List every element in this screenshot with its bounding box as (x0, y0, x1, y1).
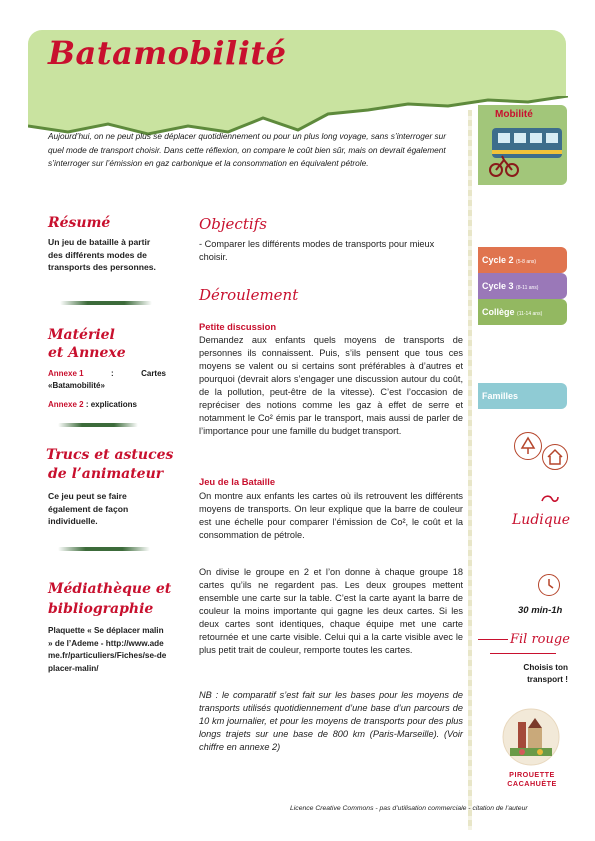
objectifs-heading: Objectifs (199, 215, 267, 233)
materiel-heading-line2: et Annexe (48, 345, 126, 361)
resume-heading: Résumé (48, 215, 111, 231)
fil-rouge-line (478, 639, 508, 640)
mobilite-label: Mobilité (495, 109, 533, 120)
media-heading-line1: Médiathèque et (48, 581, 172, 597)
brush-divider (58, 423, 138, 427)
column-divider (468, 110, 472, 830)
pirouette-cacahuete-logo (500, 708, 562, 766)
trucs-heading-line1: Trucs et astuces (46, 447, 174, 463)
deroulement-heading: Déroulement (199, 286, 299, 304)
jeu-bataille-heading: Jeu de la Bataille (199, 476, 276, 487)
dice-icon (540, 493, 560, 507)
tag-college-label: Collège (482, 307, 515, 317)
media-text: Plaquette « Se déplacer malin » de l’Ademe - http://www.ademe.fr/particuliers/Fiches/se-deplacer-malin/ (48, 626, 167, 673)
train-icon (482, 124, 564, 180)
nb-text: NB : le comparatif s’est fait sur les bases pour les moyens de transports utilisés quotidiennement d’une base d’un parcours de 10 km journalier, et pour les moyens de transports pour des plus longs trajets sur une base de 800 km (Paris-Marseille). (Voir chiffre en annexe 2) (199, 690, 463, 752)
jeu-bataille-text-2: On divise le groupe en 2 et l’on donne à chaque groupe 18 cartes qu’ils ne regardent pas. Les deux groupes mettent ensemble une carte sur la table. C’est la carte ayant la barre de couleur la moins importante qui gagne les deux cartes. Si les deux cartes sont identiques, chaque équipe met une carte retournée et une carte visible. Celui qui a la carte visible avec le plus petit trait de couleur, remporte toutes les cartes. (199, 567, 463, 655)
annexe2-text: : explications (85, 400, 137, 409)
tag-cycle2-age: (5-8 ans) (516, 259, 537, 265)
brush-divider (58, 547, 150, 551)
duration-label: 30 min-1h (518, 605, 563, 616)
tag-cycle3-age: (8-11 ans) (516, 285, 539, 291)
page-title: Batamobilité (48, 34, 287, 72)
tag-cycle3-label: Cycle 3 (482, 281, 514, 291)
jeu-bataille-text-1: On montre aux enfants les cartes où ils retrouvent les différents moyens de transports. On leur explique que la barre de couleur est une échelle pour comparer l’émission de Co², le coût et la consommation de pétrole. (199, 491, 463, 540)
intro-text: Aujourd’hui, on ne peut plus se déplacer quotidiennement ou pour un plus long voyage, sans s’interroger sur quel mode de transport choisir. Dans cette réflexion, on compare le coût bien sûr, mais on devrait également s’interroger sur l’émission en gaz carbonique et la consommation en équivalent pétrole. (48, 131, 447, 168)
license-text: Licence Creative Commons - pas d’utilisation commerciale - citation de l’auteur (290, 805, 528, 812)
annexe2-label: Annexe 2 (48, 400, 84, 409)
ludique-label: Ludique (512, 512, 571, 528)
annexe2-block (48, 400, 137, 409)
tag-familles: Familles (478, 383, 567, 409)
outdoor-tree-icon (514, 432, 542, 460)
brush-divider (60, 301, 152, 305)
materiel-heading-line1: Matériel (48, 327, 115, 343)
annexe1-colon: : (111, 369, 114, 378)
clock-icon (538, 574, 560, 596)
media-heading-line2: bibliographie (48, 601, 154, 617)
annexe1-label: Annexe 1 (48, 369, 84, 378)
fil-rouge-text: Choisis ton transport ! (523, 663, 568, 684)
tag-college (478, 299, 567, 325)
tag-college-age: (11-14 ans) (517, 311, 543, 317)
annexe1-text-a: Cartes (141, 369, 166, 378)
resume-text: Un jeu de bataille à partir des différents modes de transports des personnes. (48, 237, 156, 272)
tag-cycle2 (478, 247, 567, 273)
annexe1-block (48, 368, 166, 391)
trucs-heading-line2: de l’animateur (48, 466, 164, 482)
petite-discussion-heading: Petite discussion (199, 321, 277, 332)
trucs-text: Ce jeu peut se faire également de façon individuelle. (48, 491, 129, 526)
indoor-house-icon (542, 444, 568, 470)
objectifs-text: - Comparer les différents modes de transports pour mieux choisir. (199, 239, 435, 262)
fil-rouge-underline (490, 653, 556, 654)
tag-cycle2-label: Cycle 2 (482, 255, 514, 265)
petite-discussion-text: Demandez aux enfants quels moyens de transports de personnes ils connaissent. Puis, s’ils pensent que tous ces moyens se valent ou si certains sont préférables à d’autres et pourquoi (devrait alors s’engager une discussion autour du coût, de la pollution, peut-être de la vitesse). C’est l’occasion de repréciser des notions comme les gaz à effet de serre et notamment le Co² émis par le transport, mais aussi de parler de l’importance pour une famille du budget transport. (199, 335, 463, 436)
fil-rouge-heading: Fil rouge (510, 632, 570, 647)
logo-text: PIROUETTE CACAHUÈTE (507, 770, 557, 788)
annexe1-text-b: «Batamobilité» (48, 380, 105, 390)
tag-cycle3 (478, 273, 567, 299)
